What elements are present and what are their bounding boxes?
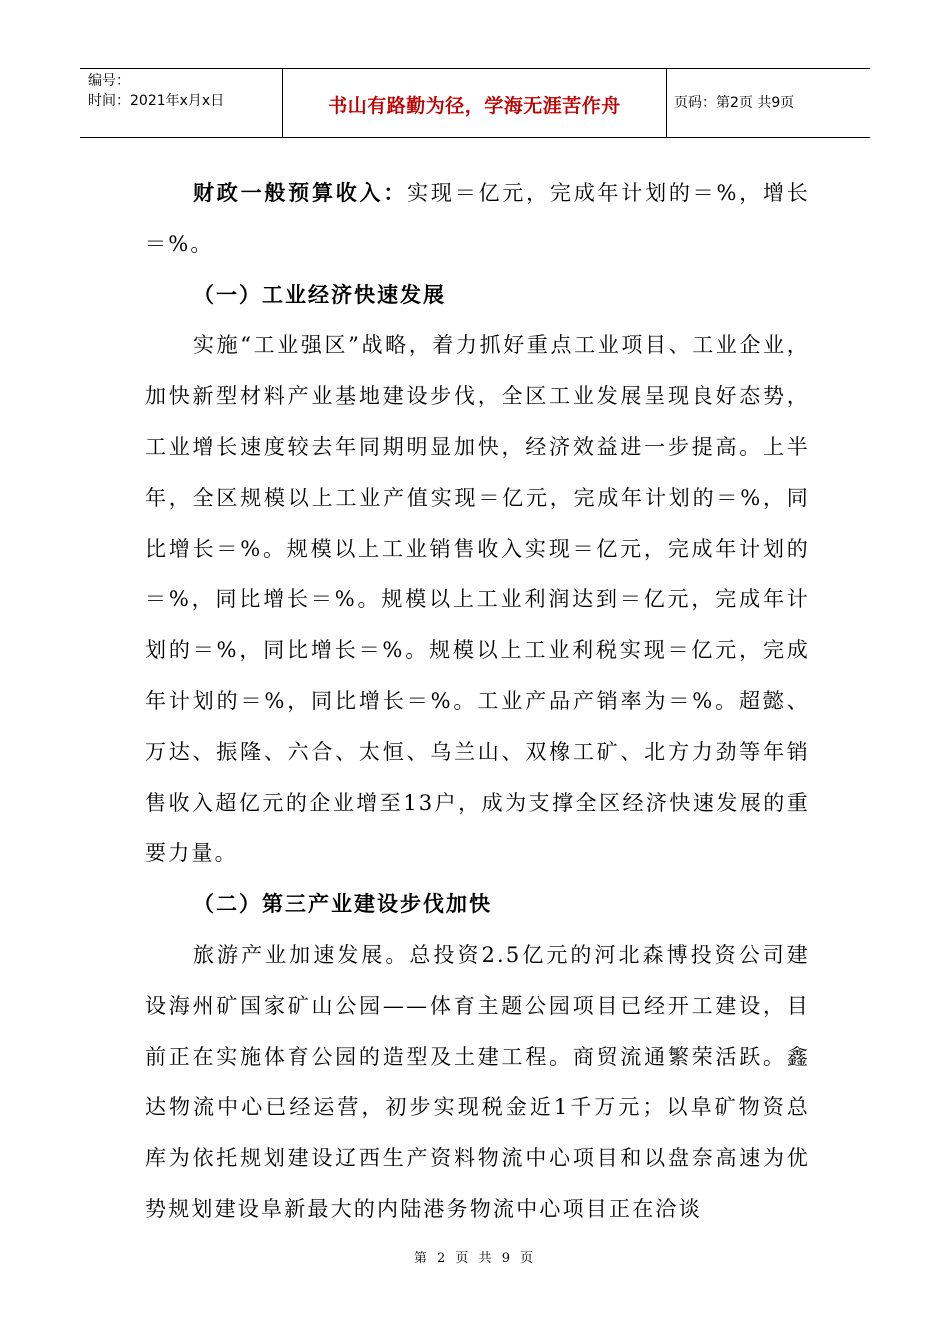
time-label: 时间：2021年x月x日 (88, 93, 225, 109)
header-page-cell (666, 69, 870, 137)
header-meta-cell (80, 69, 282, 137)
document-body (145, 168, 810, 1235)
revenue-label: 财政一般预算收入： (193, 180, 408, 205)
revenue-text: 实现＝亿元，完成年计划的＝%，增长＝%。 (145, 181, 810, 256)
tertiary-paragraph: 旅游产业加速发展。总投资2.5亿元的河北森博投资公司建设海州矿国家矿山公园——体育主题公园项目已经开工建设，目前正在实施体育公园的造型及土建工程。商贸流通繁荣活跃。鑫达物流中心已经运营，初步实现税金近1千万元；以阜矿物资总库为依托规划建设辽西生产资料物流中心项目和以盘奈高速为优势规划建设阜新最大的内陆港务物流中心项目正在洽谈 (145, 942, 810, 1221)
section-heading-1: （一）工业经济快速发展 (193, 282, 446, 307)
document-header (80, 68, 870, 138)
industry-paragraph: 实施“工业强区”战略，着力抓好重点工业项目、工业企业，加快新型材料产业基地建设步伐，全区工业发展呈现良好态势，工业增长速度较去年同期明显加快，经济效益进一步提高。上半年，全区规模以上工业产值实现＝亿元，完成年计划的＝%，同比增长＝%。规模以上工业销售收入实现＝亿元，完成年计划的＝%，同比增长＝%。规模以上工业利润达到＝亿元，完成年计划的＝%，同比增长＝%。规模以上工业利税实现＝亿元，完成年计划的＝%，同比增长＝%。工业产品产销率为＝%。超懿、万达、振隆、六合、太恒、乌兰山、双橡工矿、北方力劲等年销售收入超亿元的企业增至13户，成为支撑全区经济快速发展的重要力量。 (145, 333, 810, 866)
number-label: 编号： (88, 73, 130, 89)
header-motto-cell (282, 69, 667, 137)
page-footer: 第 2 页 共 9 页 (413, 1251, 537, 1266)
section-heading-2: （二）第三产业建设步伐加快 (193, 892, 492, 917)
motto-text: 书山有路勤为径，学海无涯苦作舟 (328, 95, 621, 117)
revenue-paragraph (145, 168, 810, 270)
page-code: 页码：第2页 共9页 (674, 95, 795, 111)
